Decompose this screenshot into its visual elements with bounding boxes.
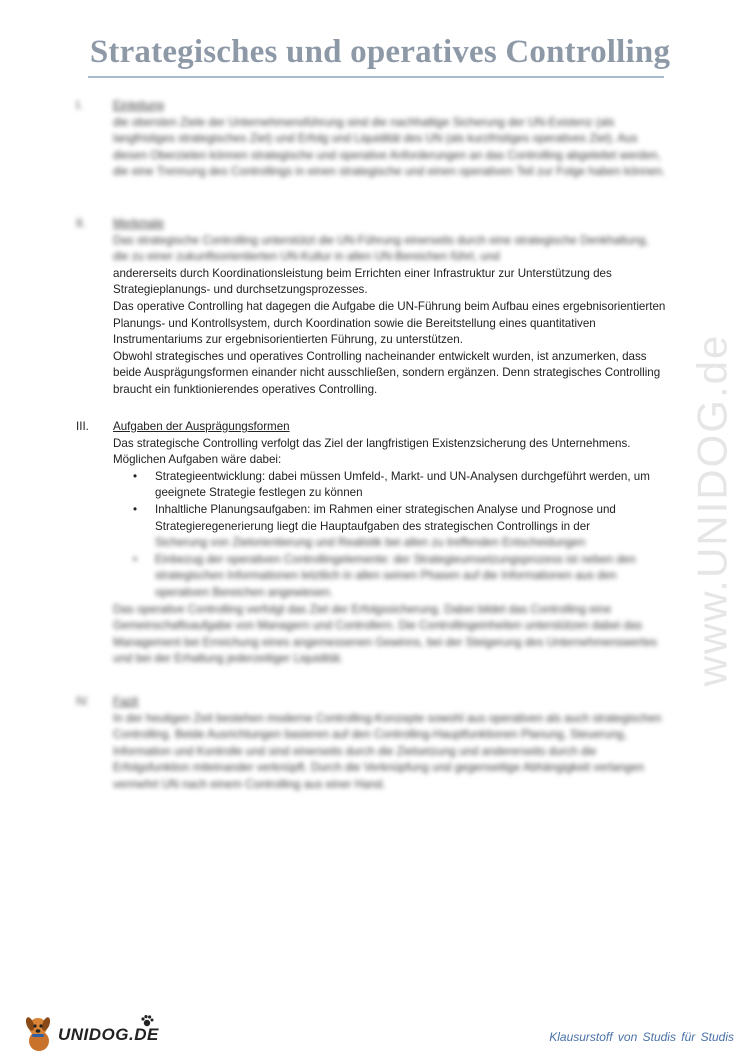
watermark [688, 280, 736, 740]
section-heading: Merkmale [113, 217, 164, 230]
section-heading: Einleitung [113, 99, 164, 112]
list-item [113, 552, 666, 602]
section-paragraph: In der heutigen Zeit bestehen moderne Controlling-Konzepte sowohl aus operativen als auch strategischen Controlling. Beide Ausrichtungen basieren auf den Controlling-Hauptfunktionen Planung, Steuerung, Information und Kontrolle und sind einerseits durch die Zielsetzung und andererseits durch die Erfolgsfunktion miteinander verknüpft. Durch die Verknüpfung und gegenseitige Abhängigkeit verlangen vermehrt UN nach einem Controlling aus einer Hand. [113, 711, 662, 791]
section-paragraph-blurred: Das operative Controlling verfolgt das Ziel der Erfolgssicherung. Dabei bildet das Controlling eine Gemeinschaftsaufgabe von Managern und Controllern. Die Controllingeinheiten unterstützen dabei das Management bei Erreichung eines angemessenen Gewinns, bei der Steigerung des Unternehmenswertes und bei der Erhaltung jederzeitiger Liquidität. [113, 602, 657, 666]
page-title: Strategisches und operatives Controlling [89, 34, 671, 70]
section-number: III. [76, 420, 89, 433]
section-paragraph: die obersten Ziele der Unternehmensführung sind die nachhaltige Sicherung der UN-Existenz (als langfristiges strategisches Ziel) und Erfolg und Liquidität des UN (als kurzfristiges operatives Ziel). Aus diesen Oberzielen können strategische und operative Anforderungen an das Controlling abgeleitet werden, die eine Trennung des Controllings in einen strategische und einen operativen Teil zur Folge haben können. [113, 115, 666, 179]
section-1 [76, 98, 666, 181]
list-item [113, 469, 666, 502]
section-heading: Aufgaben der Ausprägungsformen [113, 420, 290, 433]
section-2 [76, 216, 666, 399]
bullet-icon: • [133, 502, 138, 516]
list-item-text: Strategieentwicklung: dabei müssen Umfeld-, Markt- und UN-Analysen durchgeführt werden, um geeignete Strategie festlegen zu können [155, 469, 650, 500]
section-number: IV. [76, 695, 90, 708]
task-list [113, 469, 666, 602]
section-paragraph: Das operative Controlling hat dagegen die Aufgabe die UN-Führung beim Aufbau eines ergebnisorientierten Planungs- und Kontrollsystem, durch Koordination sowie die Bereitstellung eines quantitativen Instrumentariums zur ergebnisorientierten Führung, zu unterstützen. [113, 299, 666, 347]
bullet-icon: • [133, 469, 138, 483]
dog-mascot-icon [22, 1014, 58, 1054]
list-item-text: Einbezug der operativen Controllingelemente: der Strategieumsetzungsprozess ist neben den strategischen Informationen letztlich in allen seinen Phasen auf die Informationen aus den operativen Bereichen angewiesen. [155, 552, 636, 599]
list-item-text: Inhaltliche Planungsaufgaben: im Rahmen einer strategischen Analyse und Prognose und Strategieregenerierung liegt die Hauptaufgaben des strategischen Controllings in der [155, 502, 616, 533]
section-paragraph: andererseits durch Koordinationsleistung beim Errichten einer Infrastruktur zur Unterstützung des Strategieplanungs- und durchsetzungsprozesses. [113, 266, 612, 297]
section-intro: Das strategische Controlling verfolgt das Ziel der langfristigen Existenzsicherung des Unternehmens. Möglichen Aufgaben wäre dabei: [113, 436, 631, 467]
unidog-logo [22, 1012, 162, 1056]
section-number: I. [76, 99, 83, 112]
title-underline [88, 76, 664, 78]
watermark-text: www.UNIDOG.de [688, 333, 736, 687]
section-heading: Fazit [113, 695, 139, 708]
list-item-text-blurred: Sicherung von Zielorientierung und Realistik bei allen zu treffenden Entscheidungen [155, 536, 586, 550]
footer-tagline: Klausurstoff von Studis für Studis [549, 1030, 734, 1044]
bullet-icon: • [133, 552, 138, 566]
section-paragraph: Obwohl strategisches und operatives Controlling nacheinander entwickelt wurden, ist anzumerken, dass beide Ausprägungsformen einander nicht ausschließen, sondern ergänzen. Denn strategisches Controlling braucht ein funktionierendes operatives Controlling. [113, 349, 661, 396]
section-number: II. [76, 217, 86, 230]
section-3 [76, 419, 666, 668]
section-paragraph-blurred: Das strategische Controlling unterstützt die UN-Führung einerseits durch eine strategische Denkhaltung, die zu einer zukunftsorientierten UN-Kultur in allen UN-Bereichen führt, und [113, 233, 649, 264]
logo-text: UNIDOG.DE [58, 1025, 159, 1044]
section-4 [76, 694, 666, 794]
list-item [113, 502, 666, 552]
